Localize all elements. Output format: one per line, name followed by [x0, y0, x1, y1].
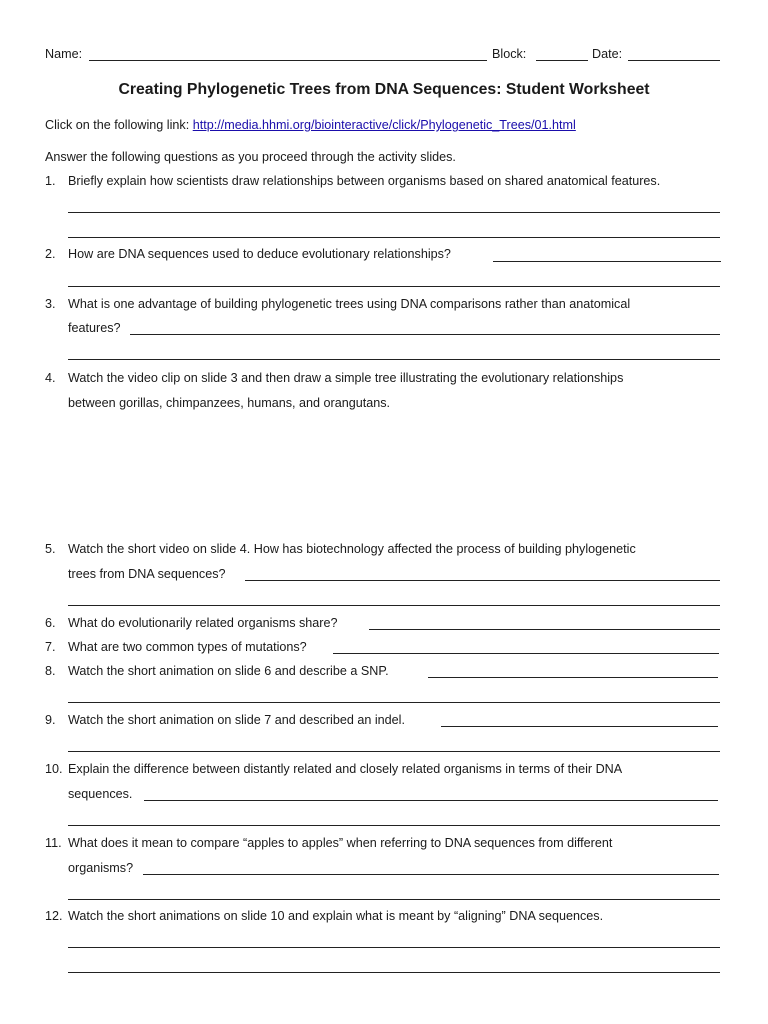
answer-line[interactable] [68, 751, 720, 752]
question-text: What is one advantage of building phylogenetic trees using DNA comparisons rather than anatomical [68, 297, 631, 311]
question-text: Briefly explain how scientists draw relationships between organisms based on shared anatomical features. [68, 174, 661, 188]
answer-line[interactable] [68, 702, 720, 703]
answer-line[interactable] [143, 874, 719, 875]
question-number: 4. [45, 371, 56, 385]
question-number: 2. [45, 247, 56, 261]
question-number: 9. [45, 713, 56, 727]
question-text: Watch the video clip on slide 3 and then draw a simple tree illustrating the evolutionary relationships [68, 371, 624, 385]
date-field[interactable] [628, 60, 720, 61]
answer-line[interactable] [68, 972, 720, 973]
date-label: Date: [592, 47, 623, 61]
question-text: What are two common types of mutations? [68, 640, 307, 654]
question-text: How are DNA sequences used to deduce evolutionary relationships? [68, 247, 451, 261]
answer-line[interactable] [68, 605, 720, 606]
question-number: 5. [45, 542, 56, 556]
answer-line[interactable] [245, 580, 720, 581]
question-number: 6. [45, 616, 56, 630]
answer-line[interactable] [493, 261, 721, 262]
answer-line[interactable] [333, 653, 719, 654]
question-number: 7. [45, 640, 56, 654]
worksheet-title: Creating Phylogenetic Trees from DNA Sequences: Student Worksheet [118, 81, 650, 98]
name-field[interactable] [89, 60, 487, 61]
question-number: 12. [45, 909, 63, 923]
question-number: 1. [45, 174, 56, 188]
question-text: trees from DNA sequences? [68, 567, 226, 581]
answer-line[interactable] [68, 237, 720, 238]
answer-line[interactable] [130, 334, 720, 335]
question-text: Watch the short animation on slide 6 and describe a SNP. [68, 664, 389, 678]
answer-line[interactable] [369, 629, 720, 630]
question-text: features? [68, 321, 121, 335]
link-prefix: Click on the following link: [45, 118, 190, 132]
question-number: 8. [45, 664, 56, 678]
answer-line[interactable] [441, 726, 718, 727]
question-text: organisms? [68, 861, 134, 875]
question-text: between gorillas, chimpanzees, humans, and orangutans. [68, 396, 391, 410]
activity-link[interactable]: http://media.hhmi.org/biointeractive/click/Phylogenetic_Trees/01.html [192, 118, 576, 132]
name-label: Name: [45, 47, 83, 61]
question-number: 3. [45, 297, 56, 311]
answer-line[interactable] [68, 286, 720, 287]
answer-line[interactable] [144, 800, 718, 801]
question-text: Watch the short animations on slide 10 and explain what is meant by “aligning” DNA sequences. [68, 909, 604, 923]
answer-line[interactable] [68, 899, 720, 900]
instructions: Answer the following questions as you proceed through the activity slides. [45, 150, 456, 164]
block-field[interactable] [536, 60, 588, 61]
link-line [45, 116, 576, 134]
question-text: Watch the short video on slide 4. How has biotechnology affected the process of building phylogenetic [68, 542, 636, 556]
question-text: What do evolutionarily related organisms share? [68, 616, 338, 630]
question-text: Watch the short animation on slide 7 and described an indel. [68, 713, 405, 727]
answer-line[interactable] [68, 359, 720, 360]
question-text: sequences. [68, 787, 133, 801]
question-number: 10. [45, 762, 63, 776]
answer-line[interactable] [68, 825, 720, 826]
answer-line[interactable] [68, 212, 720, 213]
question-number: 11. [45, 836, 62, 850]
question-text: What does it mean to compare “apples to apples” when referring to DNA sequences from different [68, 836, 613, 850]
answer-line[interactable] [68, 947, 720, 948]
block-label: Block: [492, 47, 527, 61]
question-text: Explain the difference between distantly related and closely related organisms in terms of their DNA [68, 762, 623, 776]
answer-line[interactable] [428, 677, 718, 678]
